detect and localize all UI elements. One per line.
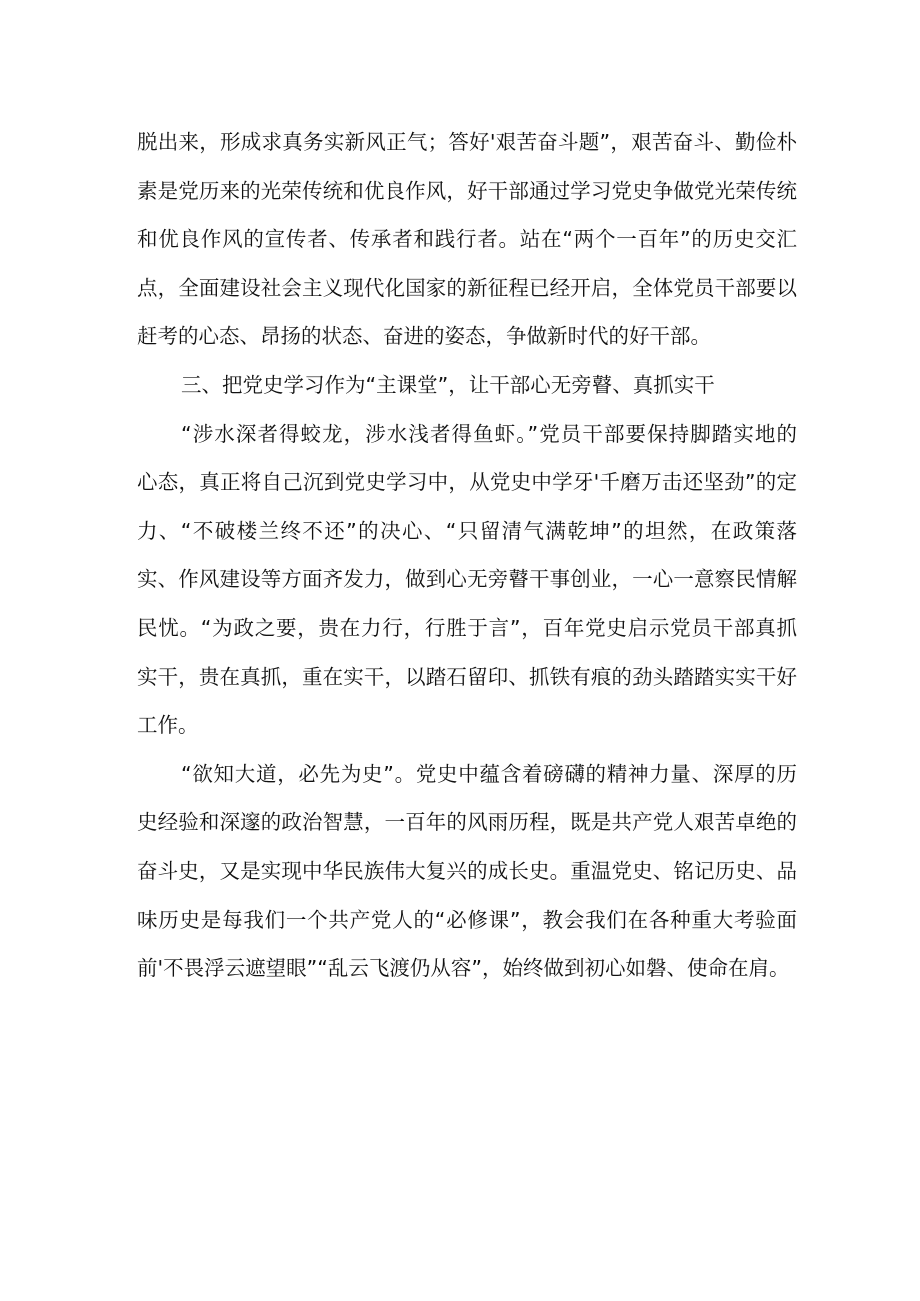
text-line: 点，全面建设社会主义现代化国家的新征程已经开启，全体党员干部要以 bbox=[137, 275, 797, 300]
paragraph-continued bbox=[137, 118, 797, 361]
text-line: 前'不畏浮云遮望眼”“乱云飞渡仍从容”，始终做到初心如磐、使命在肩。 bbox=[137, 956, 790, 981]
text-line: 和优良作风的宣传者、传承者和践行者。站在“两个一百年”的历史交汇 bbox=[137, 227, 797, 252]
text-line: 实干，贵在真抓，重在实干，以踏石留印、抓铁有痕的劲头踏踏实实干好 bbox=[137, 664, 797, 689]
text-line: 工作。 bbox=[137, 713, 199, 738]
text-line: 心态，真正将自己沉到党史学习中，从党史中学牙'千磨万击还坚劲”的定 bbox=[137, 470, 797, 495]
text-line: 史经验和深邃的政治智慧，一百年的风雨历程，既是共产党人艰苦卓绝的 bbox=[137, 810, 797, 835]
text-line: 赶考的心态、昂扬的状态、奋进的姿态，争做新时代的好干部。 bbox=[137, 324, 711, 349]
text-line: 力、“不破楼兰终不还”的决心、“只留清气满乾坤”的坦然，在政策落 bbox=[137, 518, 797, 543]
text-line: 实、作风建设等方面齐发力，做到心无旁瞽干事创业，一心一意察民情解 bbox=[137, 567, 797, 592]
text-line: “欲知大道，必先为史”。党史中蕴含着磅礴的精神力量、深厚的历 bbox=[181, 761, 797, 786]
section-heading: 三、把党史学习作为“主课堂”，让干部心无旁瞽、真抓实干 bbox=[181, 372, 715, 397]
paragraph bbox=[137, 750, 797, 993]
paragraph bbox=[137, 410, 797, 750]
text-line: 素是党历来的光荣传统和优良作风，好干部通过学习党史争做党光荣传统 bbox=[137, 178, 797, 203]
text-line: 奋斗史，又是实现中华民族伟大复兴的成长史。重温党史、铭记历史、品 bbox=[137, 858, 797, 883]
document-body bbox=[137, 118, 797, 993]
text-line: 民忧。“为政之要，贵在力行，行胜于言”，百年党史启示党员干部真抓 bbox=[137, 615, 797, 640]
text-line: “涉水深者得蛟龙，涉水浅者得鱼虾。”党员干部要保持脚踏实地的 bbox=[181, 421, 797, 446]
text-line: 味历史是每我们一个共产党人的“必修课”，教会我们在各种重大考验面 bbox=[137, 907, 797, 932]
text-line: 脱出来，形成求真务实新风正气；答好'艰苦奋斗题”，艰苦奋斗、勤俭朴 bbox=[137, 130, 797, 154]
